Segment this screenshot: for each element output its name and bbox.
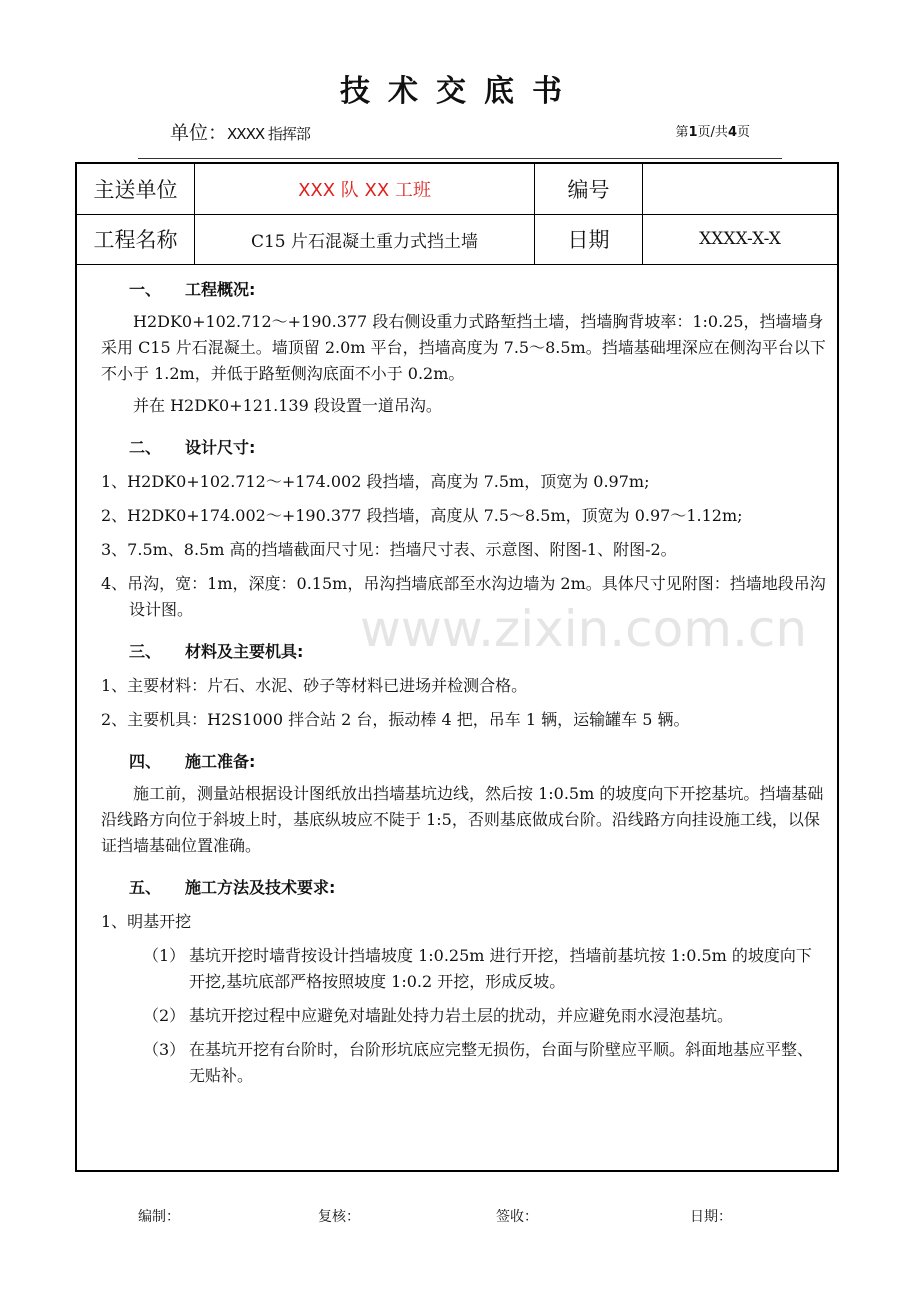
sub-item <box>101 1003 827 1029</box>
paragraph: H2DK0+102.712～+190.377 段右侧设重力式路堑挡土墙，挡墙胸背坡率：1:0.25，挡墙墙身采用 C15 片石混凝土。墙顶留 2.0m 平台，挡墙高度为 7.5～8.5m。挡墙基础埋深应在侧沟平台以下不小于 1.2m，并低于路堑侧沟底面不小于 0.2m。 <box>101 312 826 383</box>
document-body <box>77 265 837 1097</box>
paragraph: 施工前，测量站根据设计图纸放出挡墙基坑边线，然后按 1:0.5m 的坡度向下开挖基坑。挡墙基础沿线路方向位于斜坡上时，基底纵坡应不陡于 1:5，否则基底做成台阶。沿线路方向挂设施工线，以保证挡墙基础位置准确。 <box>101 784 824 855</box>
list-item: 2、主要机具：H2S1000 拌合站 2 台，振动棒 4 把，吊车 1 辆，运输罐车 5 辆。 <box>101 710 690 729</box>
header-row-1 <box>77 164 837 215</box>
section-title: 设计尺寸: <box>185 438 256 457</box>
list-item: 3、7.5m、8.5m 高的挡墙截面尺寸见：挡墙尺寸表、示意图、附图-1、附图-2。 <box>101 540 677 559</box>
section-title: 材料及主要机具: <box>185 642 304 661</box>
section-heading-1 <box>101 277 827 303</box>
unit-label: 单位： <box>170 122 228 144</box>
unit-value: XXXX 指挥部 <box>227 125 310 143</box>
section-heading-3 <box>101 639 827 665</box>
sender-label: 主送单位 <box>77 164 195 214</box>
sub-item-number: （3） <box>143 1040 186 1059</box>
sub-item-text: 在基坑开挖有台阶时，台阶形坑底应完整无损伤，台面与阶壁应平顺。斜面地基应平整、无贴补。 <box>189 1040 814 1085</box>
section-title: 施工准备: <box>185 752 256 771</box>
sub-item <box>101 1037 827 1089</box>
section-heading-4 <box>101 749 827 775</box>
watermark: www.zixin.com.cn <box>360 600 808 658</box>
section-number: 三、 <box>129 642 162 661</box>
date-label: 日期 <box>535 214 643 264</box>
page-suffix: 页 <box>736 125 750 140</box>
review-label: 复核： <box>318 1209 360 1225</box>
header-row-2 <box>77 214 837 265</box>
list-item: 1、主要材料：片石、水泥、砂子等材料已进场并检测合格。 <box>101 676 528 695</box>
project-label: 工程名称 <box>77 214 195 264</box>
page-indicator <box>675 121 750 140</box>
sub-item-text: 基坑开挖时墙背按设计挡墙坡度 1:0.25m 进行开挖，挡墙前基坑按 1:0.5m 的坡度向下开挖,基坑底部严格按照坡度 1:0.2 开挖，形成反坡。 <box>189 946 812 991</box>
header-rule <box>138 158 782 159</box>
page-current: 1 <box>688 125 698 140</box>
section-heading-5 <box>101 875 827 901</box>
section-number: 二、 <box>129 438 162 457</box>
paragraph: 并在 H2DK0+121.139 段设置一道吊沟。 <box>133 396 442 415</box>
document-title: 技术交底书 <box>340 74 580 109</box>
date-value: XXXX-X-X <box>699 229 781 249</box>
number-value <box>643 164 837 214</box>
list-item: 1、H2DK0+102.712～+174.002 段挡墙，高度为 7.5m，顶宽为 0.97m; <box>101 472 650 491</box>
page-prefix: 第 <box>675 125 689 140</box>
receive-label: 签收： <box>496 1209 538 1225</box>
list-item: 2、H2DK0+174.002～+190.377 段挡墙，高度从 7.5～8.5m，顶宽为 0.97～1.12m; <box>101 506 743 525</box>
project-value: C15 片石混凝土重力式挡土墙 <box>195 214 535 264</box>
section-title: 工程概况: <box>185 280 256 299</box>
date-footer-label: 日期： <box>690 1209 732 1225</box>
sender-value: XXX 队 XX 工班 <box>195 164 535 214</box>
section-number: 四、 <box>129 752 162 771</box>
list-item: 4、吊沟，宽：1m，深度：0.15m，吊沟挡墙底部至水沟边墙为 2m。具体尺寸见附图：挡墙地段吊沟设计图。 <box>101 574 826 619</box>
section-number: 一、 <box>129 280 162 299</box>
section-title: 施工方法及技术要求: <box>185 878 336 897</box>
page-total: 4 <box>727 125 737 140</box>
sub-item-number: （1） <box>143 946 186 965</box>
list-item: 1、明基开挖 <box>101 912 192 931</box>
section-heading-2 <box>101 435 827 461</box>
sub-item <box>101 943 827 995</box>
sub-item-number: （2） <box>143 1006 186 1025</box>
unit-line <box>170 118 310 145</box>
sub-item-text: 基坑开挖过程中应避免对墙趾处持力岩土层的扰动，并应避免雨水浸泡基坑。 <box>189 1006 734 1025</box>
number-label: 编号 <box>535 164 643 214</box>
document-frame <box>75 162 839 1172</box>
section-number: 五、 <box>129 878 162 897</box>
compile-label: 编制： <box>138 1209 180 1225</box>
page-mid: 页/共 <box>697 125 728 140</box>
